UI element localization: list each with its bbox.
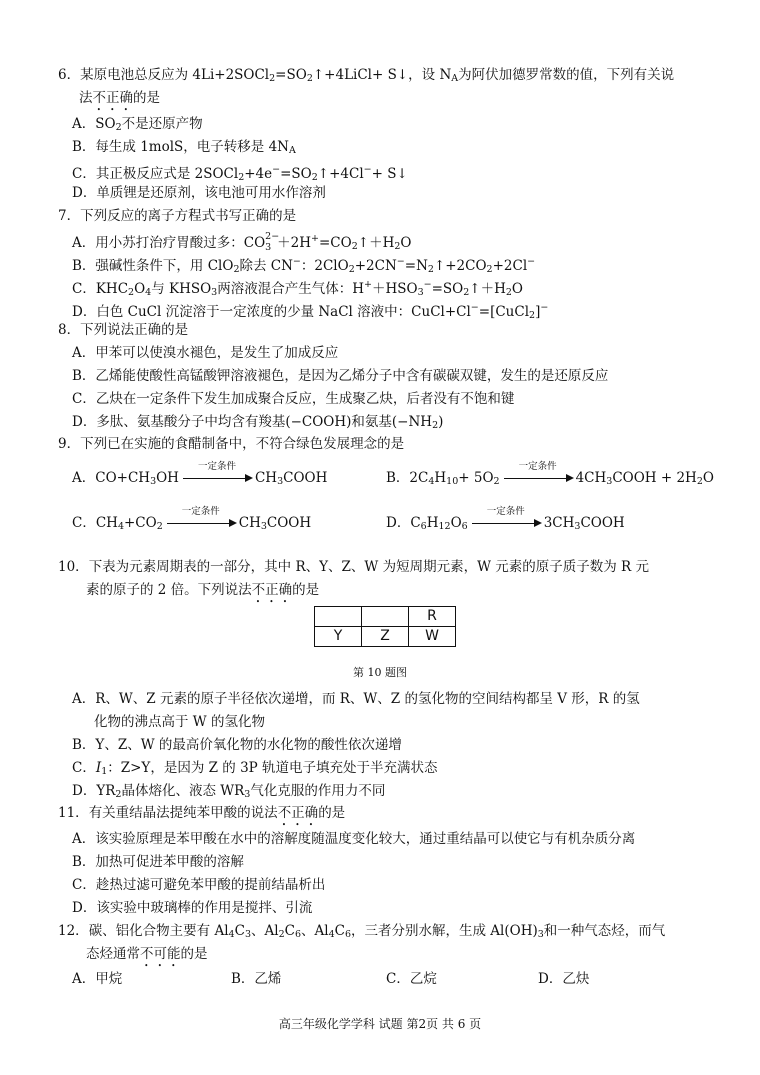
q10-option-c: C．$I_1$：Z>Y，是因为 Z 的 3P 轨道电子填充处于半充满状态 — [72, 760, 438, 777]
page-footer: 高三年级化学学科 试题 第2页 共 6 页 — [278, 1017, 482, 1031]
table-cell: Y — [315, 627, 362, 647]
q12-stem-line2: 态烃通常不可能的是 — [86, 946, 208, 962]
q10-option-b: B．Y、Z、W 的最高价氧化物的水化物的酸性依次递增 — [72, 737, 402, 753]
q10-option-a-line2: 化物的沸点高于 W 的氢化物 — [94, 714, 265, 730]
q11-option-c: C．趁热过滤可避免苯甲酸的提前结晶析出 — [72, 877, 326, 893]
reaction-arrow: 一定条件 — [165, 513, 237, 533]
q8-stem: 8．下列说法正确的是 — [58, 322, 189, 338]
q9-option-c: C．$CH_4+CO_2$ 一定条件 $CH_3COOH$ — [72, 506, 312, 532]
q10-stem-line1: 10．下表为元素周期表的一部分，其中 R、Y、Z、W 为短周期元素，W 元素的原子质子数为 R 元 — [58, 559, 650, 575]
q6-stem-line2: 法不正确的是 — [79, 90, 160, 106]
table-row — [315, 627, 456, 647]
table-row — [315, 607, 456, 627]
table-cell: Z — [362, 627, 409, 647]
figure-caption: 第 10 题图 — [353, 666, 407, 679]
q12-option-d: D．乙炔 — [538, 971, 590, 987]
q8-option-d: D．多肽、氨基酸分子中均含有羧基(−COOH)和氨基$(-NH_2)$ — [72, 414, 444, 431]
q12-option-a: A．甲烷 — [72, 971, 123, 987]
q11-stem: 11．有关重结晶法提纯苯甲酸的说法不正确的是 — [58, 805, 346, 821]
q11-option-a: A．该实验原理是苯甲酸在水中的溶解度随温度变化较大，通过重结晶可以使它与有机杂质分离 — [72, 831, 636, 847]
q7-stem: 7．下列反应的离子方程式书写正确的是 — [58, 208, 297, 224]
q10-stem-line2: 素的原子的 2 倍。下列说法不正确的是 — [86, 582, 320, 598]
q6-option-a: A．$SO_2$不是还原产物 — [72, 116, 203, 133]
q7-option-d: D．白色 CuCl 沉淀溶于一定浓度的少量 NaCl 溶液中：CuCl+Cl−=[CuCl$_2$]− — [72, 302, 549, 321]
q12-option-b: B．乙烯 — [231, 971, 282, 987]
table-cell: R — [409, 607, 456, 627]
q7-option-c: C．$KHC_2O_4$与 $KHSO_3$两溶液混合产生气体：$H^++HSO_3^-=SO_2↑+H_2O$ — [72, 279, 523, 298]
q6-option-c: C．其正极反应式是 $2SOCl_2+4e^-=SO_2↑+4Cl^-+$ S↓ — [72, 164, 408, 183]
q11-option-d: D．该实验中玻璃棒的作用是搅拌、引流 — [72, 900, 313, 916]
q11-option-b: B．加热可促进苯甲酸的溶解 — [72, 854, 244, 870]
q10-option-a-line1: A．R、W、Z 元素的原子半径依次递增，而 R、W、Z 的氢化物的空间结构都呈 V 形，R 的氢 — [72, 691, 640, 707]
reaction-arrow: 一定条件 — [502, 468, 574, 488]
q6-option-b: B．每生成 1molS，电子转移是 $4N_A$ — [72, 139, 296, 156]
q8-option-b: B．乙烯能使酸性高锰酸钾溶液褪色，是因为乙烯分子中含有碳碳双键，发生的是还原反应 — [72, 368, 609, 384]
q9-option-a: A．$CO+CH_3OH$ 一定条件 $CH_3COOH$ — [72, 461, 328, 487]
q8-option-c: C．乙炔在一定条件下发生加成聚合反应，生成聚乙炔，后者没有不饱和键 — [72, 391, 515, 407]
table-cell: W — [409, 627, 456, 647]
table-cell — [315, 607, 362, 627]
q12-stem-line1: 12．碳、铝化合物主要有 $Al_4C_3$、$Al_2C_6$、$Al_4C_6$，三者分别水解，生成 $Al(OH)_3$和一种气态烃，而气 — [58, 923, 666, 940]
q8-option-a: A．甲苯可以使溴水褪色，是发生了加成反应 — [72, 345, 339, 361]
q9-option-d: D．$C_6H_{12}O_6$ 一定条件 $3CH_3COOH$ — [386, 506, 625, 532]
q6-option-d: D．单质锂是还原剂，该电池可用水作溶剂 — [72, 185, 326, 201]
reaction-arrow: 一定条件 — [470, 513, 542, 533]
q9-option-b: B．$2C_4H_{10}+ 5O_2$ 一定条件 $4CH_3COOH + 2H_2O$ — [386, 461, 714, 487]
periodic-table-fragment — [314, 606, 456, 647]
q9-stem: 9．下列已在实施的食醋制备中，不符合绿色发展理念的是 — [58, 436, 405, 452]
q6-stem-line1: 6．某原电池总反应为 $4Li+2SOCl_2=SO_2↑+4LiCl+$ S↓，设 $N_A$为阿伏加德罗常数的值，下列有关说 — [58, 67, 675, 84]
table-cell — [362, 607, 409, 627]
reaction-arrow: 一定条件 — [181, 468, 253, 488]
q10-option-d: D．$YR_2$晶体熔化、液态 $WR_3$气化克服的作用力不同 — [72, 783, 386, 800]
q7-option-b: B．强碱性条件下，用 ClO$_2$除去 CN−：$2ClO_2+2CN^-=N_2↑+2CO_2+2Cl^-$ — [72, 256, 536, 275]
q7-option-a: A．用小苏打治疗胃酸过多：CO 2− 3 $+2H^+=CO_2↑+H_2O$ — [72, 231, 412, 253]
q12-option-c: C．乙烷 — [386, 971, 437, 987]
